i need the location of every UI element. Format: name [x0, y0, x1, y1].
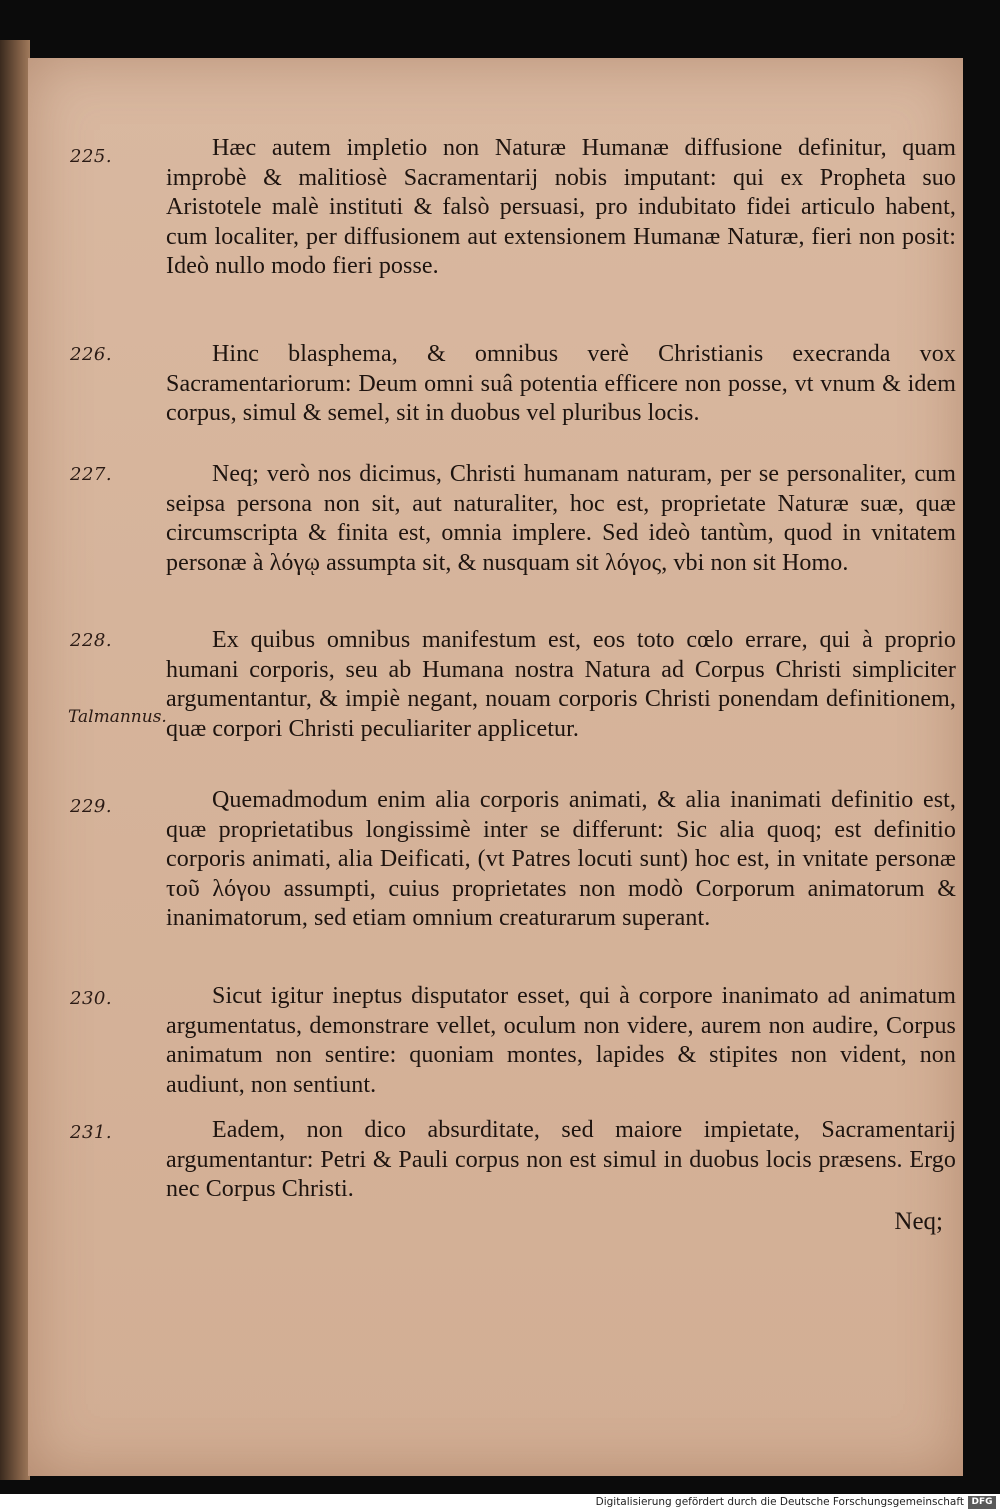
paragraph-229: Quemadmodum enim alia corporis animati, & alia inanimati definitio est, quæ proprietatibus longissimè inter se differunt: Sic alia quoq; est definitio corporis animati, alia Deificati, (vt Patres locuti sunt) hoc est, in vnitate personæ τοῦ λόγου assumpti, cuius proprietates non modò Corporum animatorum & inanimatorum, sed etiam omnium creaturarum superant.: [166, 787, 956, 932]
paragraph-230: Sicut igitur ineptus disputator esset, qui à corpore inanimato ad animatum argumentatus, demonstrare vellet, oculum non videre, aurem non audire, Corpus animatum non sentire: quoniam montes, lapides & stipites non vident, non audiunt, non sentiunt.: [166, 983, 956, 1098]
paragraph-225: Hæc autem impletio non Naturæ Humanæ diffusione definitur, quam improbè & malitiosè Sacramentarij nobis imputant: qui ex Propheta suo Aristotele malè instituti & falsò persuasi, pro indubitato fidei articulo habent, cum localiter, per diffusionem aut extensionem Humanæ Naturæ, fieri non posit: Ideò nullo modo fieri posse.: [166, 135, 956, 280]
catchword: Neq;: [894, 1208, 943, 1235]
side-note: Talmannus.: [68, 707, 167, 727]
section-number-225: 225.: [70, 146, 113, 167]
paragraph-227: Neq; verò nos dicimus, Christi humanam naturam, per se personaliter, cum seipsa persona non sit, aut naturaliter, hoc est, proprietate Naturæ suæ, quæ circumscripta & finita est, omnia implere. Sed ideò tantùm, quod in vnitatem personæ à λόγῳ assumpta sit, & nusquam sit λόγος, vbi non sit Homo.: [166, 461, 956, 576]
section-number-230: 230.: [70, 988, 113, 1009]
footer-credit: Digitalisierung gefördert durch die Deutsche Forschungsgemeinschaft: [595, 1496, 964, 1508]
paragraph-226: Hinc blasphema, & omnibus verè Christianis execranda vox Sacramentariorum: Deum omni suâ potentia efficere non posse, vt vnum & idem corpus, simul & semel, sit in duobus vel pluribus locis.: [166, 341, 956, 427]
paragraph-231: Eadem, non dico absurditate, sed maiore impietate, Sacramentarij argumentantur: Petri & Pauli corpus non est simul in duobus locis præsens. Ergo nec Corpus Christi.: [166, 1117, 956, 1203]
book-page: [28, 58, 963, 1476]
section-number-231: 231.: [70, 1122, 113, 1143]
section-number-227: 227.: [70, 464, 113, 485]
section-number-228: 228.: [70, 630, 113, 651]
dfg-logo-icon: DFG: [968, 1496, 996, 1509]
section-number-226: 226.: [70, 344, 113, 365]
book-spine-edge: [0, 40, 30, 1480]
section-number-229: 229.: [70, 796, 113, 817]
paragraph-228: Ex quibus omnibus manifestum est, eos toto cœlo errare, qui à proprio humani corporis, seu ab Humana nostra Natura ad Corpus Christi simpliciter argumentantur, & impiè negant, nouam corporis Christi ponendam definitionem, quæ corpori Christi peculiariter applicetur.: [166, 627, 956, 742]
